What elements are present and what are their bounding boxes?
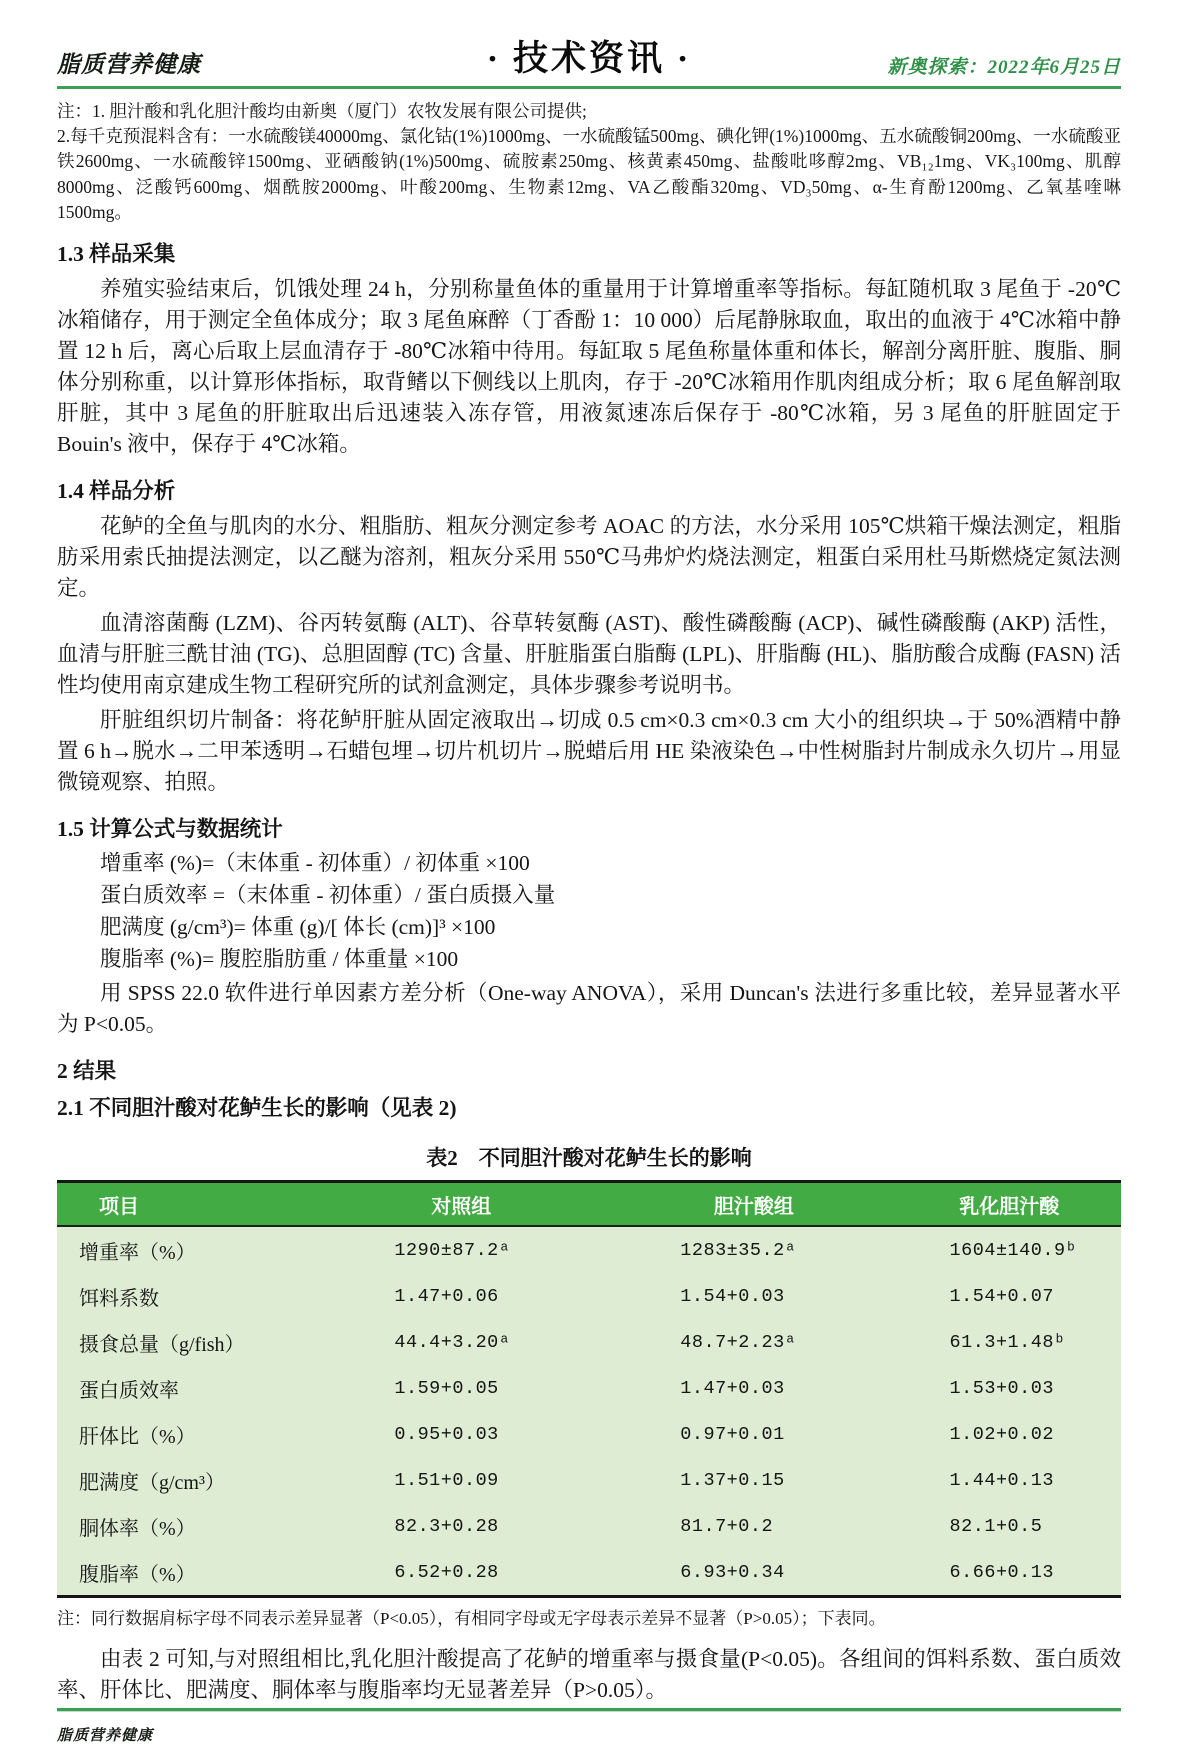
growth-results-table: [57, 1180, 1121, 1598]
table-cell: 1.02+0.02: [949, 1423, 1054, 1445]
column-header-emulsified-bile-acid: 乳化胆汁酸: [898, 1181, 1121, 1226]
table-cell: 1.47+0.03: [680, 1377, 785, 1399]
paragraph-histology: 肝脏组织切片制备：将花鲈肝脏从固定液取出→切成 0.5 cm×0.3 cm×0.3 cm 大小的组织块→于 50%酒精中静置 6 h→脱水→二甲苯透明→石蜡包埋→切片机切片→脱蜡后用 HE 染液染色→中性树脂封片制成永久切片→用显微镜观察、拍照。: [57, 707, 1121, 794]
table-cell: 1.54+0.03: [680, 1285, 785, 1307]
issue-date: 新奥探索：2022年6月25日: [887, 56, 1121, 78]
row-label: 饵料系数: [79, 1287, 159, 1310]
table-cell: 1.59+0.05: [394, 1377, 499, 1399]
note-line-1: 注：1. 胆汁酸和乳化胆汁酸均由新奥（厦门）农牧发展有限公司提供;: [57, 100, 587, 121]
table-cell: 81.7+0.2: [680, 1515, 774, 1537]
table-cell: 61.3+1.48ᵇ: [949, 1331, 1066, 1353]
paragraph-conclusion: 由表 2 可知,与对照组相比,乳化胆汁酸提高了花鲈的增重率与摄食量(P<0.05)。各组间的饵料系数、蛋白质效率、肝体比、肥满度、胴体率与腹脂率均无显著差异（P>0.05）。: [57, 1647, 1121, 1703]
table-row: [57, 1411, 1121, 1457]
formula-weight-gain: 增重率 (%)=（末体重 - 初体重）/ 初体重 ×100: [100, 850, 530, 875]
page-title: · 技术资讯 ·: [486, 39, 692, 78]
table-header-row: [57, 1181, 1121, 1226]
table-cell: 6.66+0.13: [949, 1561, 1054, 1583]
table-row: [57, 1226, 1121, 1273]
note-line-2: 2.每千克预混料含有：一水硫酸镁40000mg、氯化钴(1%)1000mg、一水硫酸锰500mg、碘化钾(1%)1000mg、五水硫酸铜200mg、一水硫酸亚铁2600mg、一水硫酸锌1500mg、亚硒酸钠(1%)500mg、硫胺素250mg、核黄素450mg、盐酸吡哆醇2mg、VB₁₂1mg、VK₃100mg、肌醇8000mg、泛酸钙600mg、烟酰胺2000mg、叶酸200mg、生物素12mg、VA乙酸酯320mg、VD₃50mg、α-生育酚1200mg、乙氧基喹啉1500mg。: [57, 125, 1121, 222]
table-row: [57, 1503, 1121, 1549]
masthead: [57, 40, 1121, 89]
table-row: [57, 1457, 1121, 1503]
journal-brand: 脂质营养健康: [57, 51, 201, 77]
section-heading-1-4: 1.4 样品分析: [57, 479, 176, 504]
formula-protein-efficiency: 蛋白质效率 =（末体重 - 初体重）/ 蛋白质摄入量: [100, 882, 556, 907]
table-cell: 1.53+0.03: [949, 1377, 1054, 1399]
row-label: 肝体比（%）: [79, 1425, 196, 1448]
table-cell: 1.47+0.06: [394, 1285, 499, 1307]
table-cell: 0.97+0.01: [680, 1423, 785, 1445]
formula-condition-factor: 肥满度 (g/cm³)= 体重 (g)/[ 体长 (cm)]³ ×100: [100, 915, 496, 940]
table-cell: 1.37+0.15: [680, 1469, 785, 1491]
table-cell: 6.93+0.34: [680, 1561, 785, 1583]
table-row: [57, 1365, 1121, 1411]
section-heading-1-5: 1.5 计算公式与数据统计: [57, 816, 283, 841]
table-caption: 表2 不同胆汁酸对花鲈生长的影响: [426, 1145, 752, 1170]
table-cell: 1.51+0.09: [394, 1469, 499, 1491]
page-footer: [57, 1708, 1121, 1745]
table-footnote: 注：同行数据肩标字母不同表示差异显著（P<0.05），有相同字母或无字母表示差异不显著（P>0.05）；下表同。: [57, 1608, 886, 1628]
column-header-bile-acid: 胆汁酸组: [610, 1181, 897, 1226]
paragraph-enzyme-assays: 血清溶菌酶 (LZM)、谷丙转氨酶 (ALT)、谷草转氨酶 (AST)、酸性磷酸酶 (ACP)、碱性磷酸酶 (AKP) 活性，血清与肝脏三酰甘油 (TG)、总胆固醇 (TC) 含量、肝脏脂蛋白脂酶 (LPL)、肝脂酶 (HL)、脂肪酸合成酶 (FASN) 活性均使用南京建成生物工程研究所的试剂盒测定，具体步骤参考说明书。: [57, 610, 1121, 697]
row-label: 肥满度（g/cm³）: [79, 1471, 225, 1494]
row-label: 摄食总量（g/fish）: [79, 1333, 245, 1356]
row-label: 增重率（%）: [79, 1241, 196, 1264]
section-heading-1-3: 1.3 样品采集: [57, 242, 176, 267]
table-cell: 6.52+0.28: [394, 1561, 499, 1583]
table-cell: 82.1+0.5: [949, 1515, 1043, 1537]
paragraph-statistics: 用 SPSS 22.0 软件进行单因素方差分析（One-way ANOVA），采用 Duncan's 法进行多重比较，差异显著水平为 P<0.05。: [57, 980, 1121, 1036]
table-cell: 1.54+0.07: [949, 1285, 1054, 1307]
table-cell: 44.4+3.20ᵃ: [394, 1331, 511, 1353]
table-row: [57, 1549, 1121, 1597]
table-cell: 1604±140.9ᵇ: [949, 1239, 1078, 1261]
table-cell: 48.7+2.23ᵃ: [680, 1331, 797, 1353]
section-heading-2: 2 结果: [57, 1058, 117, 1083]
footer-rule: [57, 1708, 1121, 1712]
table-row: [57, 1319, 1121, 1365]
column-header-control: 对照组: [312, 1181, 610, 1226]
formula-abdominal-fat: 腹脂率 (%)= 腹腔脂肪重 / 体重量 ×100: [100, 947, 459, 972]
table-cell: 1283±35.2ᵃ: [680, 1239, 797, 1261]
section-heading-2-1: 2.1 不同胆汁酸对花鲈生长的影响（见表 2): [57, 1095, 457, 1120]
premix-notes: [57, 99, 1121, 226]
paragraph-proximate-analysis: 花鲈的全鱼与肌肉的水分、粗脂肪、粗灰分测定参考 AOAC 的方法，水分采用 105℃烘箱干燥法测定，粗脂肪采用索氏抽提法测定，以乙醚为溶剂，粗灰分采用 550℃马弗炉灼烧法测定，粗蛋白采用杜马斯燃烧定氮法测定。: [57, 514, 1121, 600]
row-label: 腹脂率（%）: [79, 1563, 196, 1586]
paragraph-sampling: 养殖实验结束后，饥饿处理 24 h，分别称量鱼体的重量用于计算增重率等指标。每缸随机取 3 尾鱼于 -20℃冰箱储存，用于测定全鱼体成分；取 3 尾鱼麻醉（丁香酚 1：10 000）后尾静脉取血，取出的血液于 4℃冰箱中静置 12 h 后，离心后取上层血清存于 -80℃冰箱中待用。每缸取 5 尾鱼称量体重和体长，解剖分离肝脏、腹脂、胴体分别称重，以计算形体指标，取背鳍以下侧线以上肌肉，存于 -20℃冰箱用作肌肉组成分析；取 6 尾鱼解剖取肝脏，其中 3 尾鱼的肝脏取出后迅速装入冻存管，用液氮速冻后保存于 -80℃冰箱，另 3 尾鱼的肝脏固定于 Bouin's 液中，保存于 4℃冰箱。: [57, 277, 1121, 457]
table-cell: 82.3+0.28: [394, 1515, 499, 1537]
row-label: 蛋白质效率: [79, 1379, 179, 1402]
column-header-item: 项目: [57, 1181, 312, 1226]
table-cell: 1.44+0.13: [949, 1469, 1054, 1491]
row-label: 胴体率（%）: [79, 1517, 196, 1540]
footer-brand: 脂质营养健康: [57, 1728, 154, 1745]
table-row: [57, 1273, 1121, 1319]
table-cell: 0.95+0.03: [394, 1423, 499, 1445]
table-cell: 1290±87.2ᵃ: [394, 1239, 511, 1261]
